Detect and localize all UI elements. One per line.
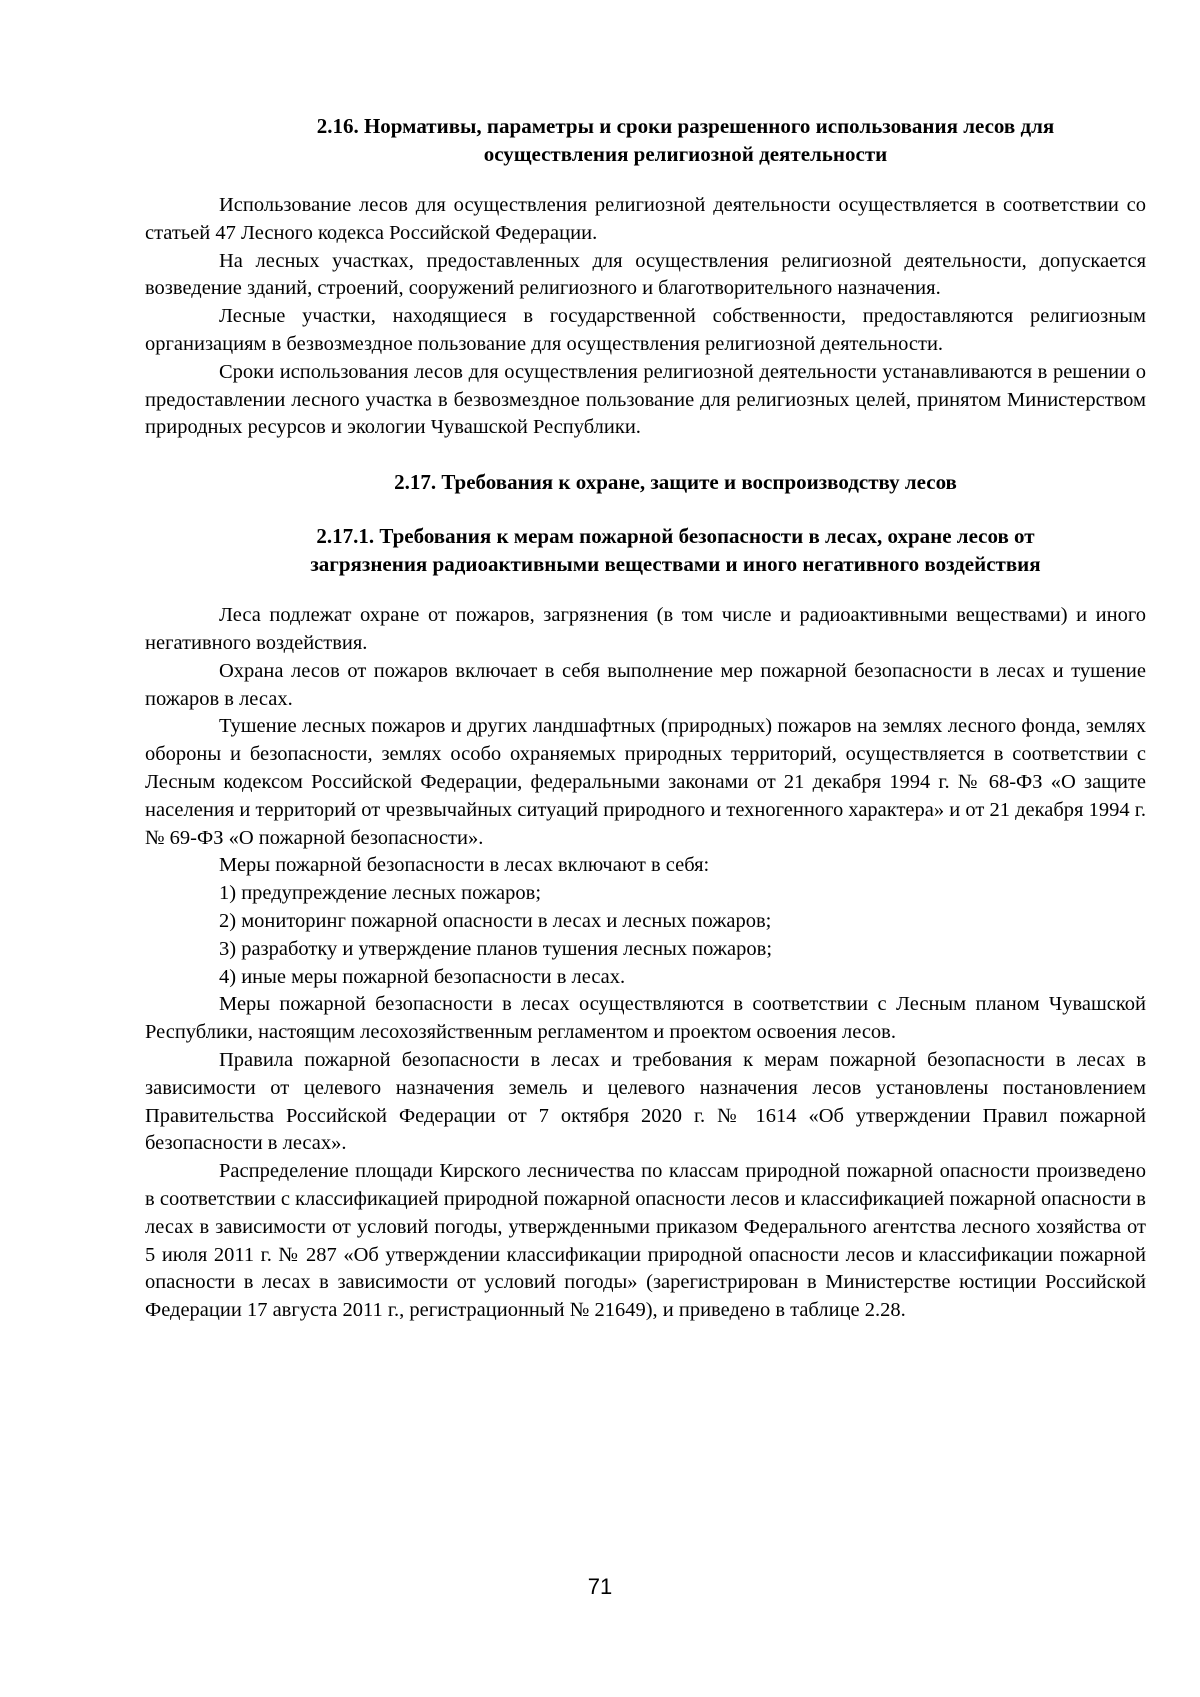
- page-number: 71: [587, 1574, 613, 1599]
- section-2-16-body: [145, 192, 1146, 442]
- document-page: [145, 112, 1146, 1325]
- section-2-16-heading: [145, 112, 1146, 168]
- paragraph: На лесных участках, предоставленных для осуществления религиозной деятельности, допускается возведение зданий, строений, сооружений религиозного и благотворительного назначения.: [145, 249, 1146, 300]
- section-2-17-1-body: [145, 602, 1146, 1325]
- paragraph: Использование лесов для осуществления религиозной деятельности осуществляется в соответствии со статьей 47 Лесного кодекса Российской Федерации.: [145, 194, 1146, 244]
- list-item: 3) разработку и утверждение планов тушения лесных пожаров;: [219, 937, 773, 960]
- paragraph: Меры пожарной безопасности в лесах включают в себя:: [219, 854, 710, 877]
- paragraph: Леса подлежат охране от пожаров, загрязнения (в том числе и радиоактивными веществами) и иного негативного воздействия.: [145, 604, 1146, 654]
- list-item: 1) предупреждение лесных пожаров;: [219, 882, 542, 905]
- paragraph: Меры пожарной безопасности в лесах осуществляются в соответствии с Лесным планом Чувашской Республики, настоящим лесохозяйственным регламентом и проектом освоения лесов.: [145, 993, 1146, 1044]
- paragraph: Правила пожарной безопасности в лесах и требования к мерам пожарной безопасности в лесах в зависимости от целевого назначения земель и целевого назначения лесов установлены постановлением Правительства Российской Федерации от 7 октября 2020 г. № 1614 «Об утверждении Правил пожарной безопасности в лесах».: [145, 1048, 1146, 1155]
- section-2-17-1-heading-line1: 2.17.1. Требования к мерам пожарной безопасности в лесах, охране лесов от: [316, 524, 1035, 549]
- paragraph: Тушение лесных пожаров и других ландшафтных (природных) пожаров на землях лесного фонда, землях обороны и безопасности, землях особо охраняемых природных территорий, осуществляется в соответствии с Лесным кодексом Российской Федерации, федеральными законами от 21 декабря 1994 г. № 68-ФЗ «О защите населения и территорий от чрезвычайных ситуаций природного и техногенного характера» и от 21 декабря 1994 г. № 69-ФЗ «О пожарной безопасности».: [145, 715, 1146, 849]
- paragraph: Сроки использования лесов для осуществления религиозной деятельности устанавливаются в решении о предоставлении лесного участка в безвозмездное пользование для религиозных целей, принятом Министерством природных ресурсов и экологии Чувашской Республики.: [145, 360, 1146, 439]
- section-2-17-1-heading-line2: загрязнения радиоактивными веществами и иного негативного воздействия: [310, 552, 1041, 577]
- section-2-17-heading: 2.17. Требования к охране, защите и воспроизводству лесов: [394, 470, 957, 495]
- list-item: 4) иные меры пожарной безопасности в лесах.: [219, 965, 626, 988]
- section-2-16-heading-line1: 2.16. Нормативы, параметры и сроки разрешенного использования лесов для: [316, 114, 1055, 138]
- paragraph: Охрана лесов от пожаров включает в себя выполнение мер пожарной безопасности в лесах и тушение пожаров в лесах.: [145, 659, 1146, 710]
- list-item: 2) мониторинг пожарной опасности в лесах и лесных пожаров;: [219, 909, 772, 932]
- section-2-16-heading-line2: осуществления религиозной деятельности: [483, 142, 888, 166]
- paragraph: Лесные участки, находящиеся в государственной собственности, предоставляются религиозным организациям в безвозмездное пользование для осуществления религиозной деятельности.: [145, 305, 1146, 355]
- paragraph: Распределение площади Кирского лесничества по классам природной пожарной опасности произведено в соответствии с классификацией природной пожарной опасности лесов и классификацией пожарной опасности в лесах в зависимости от условий погоды, утвержденными приказом Федерального агентства лесного хозяйства от 5 июля 2011 г. № 287 «Об утверждении классификации природной опасности лесов и классификации пожарной опасности в лесах в зависимости от условий погоды» (зарегистрирован в Министерстве юстиции Российской Федерации 17 августа 2011 г., регистрационный № 21649), и приведено в таблице 2.28.: [145, 1160, 1146, 1322]
- section-2-17-1-heading: [145, 522, 1146, 578]
